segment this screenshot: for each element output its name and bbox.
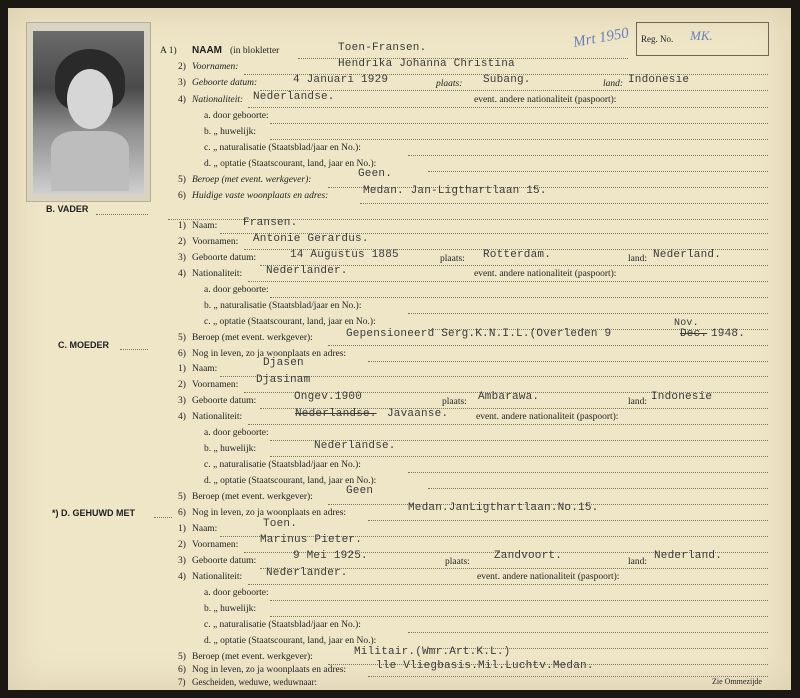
- footer-note: Zie Ommezijde: [712, 677, 762, 686]
- naam-hint: (in blokletter: [230, 46, 280, 56]
- a-geboorte-value: 4 Januari 1929: [293, 74, 389, 86]
- d-leven-label: Nog in leven, zo ja woonplaats en adres:: [192, 665, 347, 675]
- c-row-num-2: 2): [178, 380, 186, 390]
- portrait-image: [33, 31, 144, 194]
- a-event-label: event. andere nationaliteit (paspoort):: [474, 95, 617, 105]
- d-nat-value: Nederlander.: [266, 567, 348, 579]
- c-door-geboorte-label: a. door geboorte:: [204, 428, 269, 438]
- c-nat-struck: Nederlandse.: [295, 408, 377, 420]
- d-leven-value: lle Vliegbasis.Mil.Luchtv.Medan.: [376, 660, 594, 672]
- c-plaats-value: Ambarawa.: [478, 391, 540, 403]
- a-plaats-label: plaats:: [436, 79, 463, 89]
- d-door-geboorte-label: a. door geboorte:: [204, 588, 269, 598]
- c-event-label: event. andere nationaliteit (paspoort):: [476, 412, 619, 422]
- c-geboorte-value: Ongev.1900: [294, 391, 363, 403]
- b-leven-label: Nog in leven, zo ja woonplaats en adres:: [192, 349, 347, 359]
- c-row-num-1: 1): [178, 364, 186, 374]
- a-beroep-label: Beroep (met event. werkgever):: [192, 175, 312, 185]
- a-naturalisatie-label: c. „ naturalisatie (Staatsblad/jaar en No.):: [204, 143, 361, 153]
- section-d-title: *) D. GEHUWD MET: [52, 508, 135, 518]
- d-event-label: event. andere nationaliteit (paspoort):: [477, 572, 620, 582]
- b-beroep-label: Beroep (met event. werkgever):: [192, 333, 313, 343]
- c-geboorte-label: Geboorte datum:: [192, 396, 257, 406]
- d-beroep-label: Beroep (met event. werkgever):: [192, 652, 313, 662]
- d-land-label: land:: [628, 557, 647, 567]
- section-b-title: B. VADER: [46, 204, 89, 214]
- b-land-label: land:: [628, 254, 647, 264]
- d-optatie-label: d. „ optatie (Staatscourant, land, jaar en No.):: [204, 636, 377, 646]
- a-row-num-3: 3): [178, 78, 186, 88]
- a-row-num-2: 2): [178, 62, 186, 72]
- d-geboorte-label: Geboorte datum:: [192, 556, 257, 566]
- a-naam-value: Toen-Fransen.: [338, 42, 427, 54]
- b-geboorte-value: 14 Augustus 1885: [290, 249, 399, 261]
- c-voornamen-value: Djasinam: [256, 374, 311, 386]
- c-nat-value: Javaanse.: [387, 408, 449, 420]
- d-nat-label: Nationaliteit:: [192, 572, 243, 582]
- b-voornamen-value: Antonie Gerardus.: [253, 233, 369, 245]
- a-land-label: land:: [603, 79, 624, 89]
- c-leven-value: Medan.JanLigthartlaan.No.15.: [408, 502, 599, 514]
- c-optatie-label: d. „ optatie (Staatscourant, land, jaar en No.):: [204, 476, 377, 486]
- b-plaats-value: Rotterdam.: [483, 249, 552, 261]
- a-woon-label: Huidige vaste woonplaats en adres:: [192, 191, 329, 201]
- b-nat-value: Nederlander.: [266, 265, 348, 277]
- a-nat-label: Nationaliteit:: [192, 95, 244, 105]
- d-row-num-1: 1): [178, 524, 186, 534]
- d-row-num-3: 3): [178, 556, 186, 566]
- c-huwelijk-label: b. „ huwelijk:: [204, 444, 256, 454]
- a-plaats-value: Subang.: [483, 74, 531, 86]
- a-nat-value: Nederlandse.: [253, 91, 335, 103]
- d-voornamen-label: Voornamen:: [192, 540, 239, 550]
- d-land-value: Nederland.: [654, 550, 723, 562]
- b-row-num-4: 4): [178, 269, 186, 279]
- a-optatie-label: d. „ optatie (Staatscourant, land, jaar en No.):: [204, 159, 377, 169]
- c-beroep-label: Beroep (met event. werkgever):: [192, 492, 313, 502]
- d-plaats-label: plaats:: [445, 557, 470, 567]
- b-voornamen-label: Voornamen:: [192, 237, 239, 247]
- c-voornamen-label: Voornamen:: [192, 380, 239, 390]
- b-row-num-3: 3): [178, 253, 186, 263]
- reg-no-label: Reg. No.: [641, 34, 674, 44]
- c-row-num-6: 6): [178, 508, 186, 518]
- a-row-num-4: 4): [178, 95, 186, 105]
- b-beroep-value: Gepensioneerd Serg.K.N.I.L.(Overleden 9: [346, 328, 612, 340]
- d-naam-label: Naam:: [192, 524, 218, 534]
- c-row-num-5: 5): [178, 492, 186, 502]
- a-geboorte-label: Geboorte datum:: [192, 78, 258, 88]
- section-a-marker: A 1): [160, 46, 177, 56]
- b-naam-value: Fransen.: [243, 217, 298, 229]
- a-huwelijk-label: b. „ huwelijk:: [204, 127, 256, 137]
- d-row-num-7: 7): [178, 677, 186, 687]
- a-woon-value: Medan. Jan-Ligthartlaan 15.: [363, 185, 547, 197]
- a-voornamen-label: Voornamen:: [192, 62, 239, 72]
- registration-card: [8, 8, 791, 690]
- date-stamp: Mrt 1950: [571, 25, 631, 51]
- b-event-label: event. andere nationaliteit (paspoort):: [474, 269, 617, 279]
- d-huwelijk-label: b. „ huwelijk:: [204, 604, 256, 614]
- c-beroep-value: Geen: [346, 485, 374, 497]
- b-row-num-1: 1): [178, 221, 186, 231]
- c-nat-label: Nationaliteit:: [192, 412, 243, 422]
- c-leven-label: Nog in leven, zo ja woonplaats en adres:: [192, 508, 347, 518]
- d-naam-value: Toen.: [263, 518, 298, 530]
- c-land-label: land:: [628, 397, 647, 407]
- b-door-geboorte-label: a. door geboorte:: [204, 285, 269, 295]
- c-naam-value: Djasen: [263, 357, 304, 369]
- d-naturalisatie-label: c. „ naturalisatie (Staatsblad/jaar en No.):: [204, 620, 361, 630]
- c-naturalisatie-label: c. „ naturalisatie (Staatsblad/jaar en No.):: [204, 460, 361, 470]
- b-beroep-month-struck: Dec.: [680, 328, 708, 340]
- b-row-num-2: 2): [178, 237, 186, 247]
- b-nat-label: Nationaliteit:: [192, 269, 243, 279]
- a-row-num-5: 5): [178, 175, 186, 185]
- d-geboorte-value: 9 Mei 1925.: [293, 550, 368, 562]
- c-land-value: Indonesie: [651, 391, 713, 403]
- d-voornamen-value: Marinus Pieter.: [260, 534, 363, 546]
- b-beroep-month: Nov.: [674, 318, 699, 329]
- a-door-geboorte-label: a. door geboorte:: [204, 111, 269, 121]
- section-c-title: C. MOEDER: [58, 340, 110, 350]
- a-beroep-value: Geen.: [358, 168, 393, 180]
- b-beroep-year: 1948.: [711, 328, 746, 340]
- b-geboorte-label: Geboorte datum:: [192, 253, 257, 263]
- c-huwelijk-value: Nederlandse.: [314, 440, 396, 452]
- d-row-num-2: 2): [178, 540, 186, 550]
- c-plaats-label: plaats:: [442, 397, 467, 407]
- c-naam-label: Naam:: [192, 364, 218, 374]
- reg-no-value: MK.: [690, 28, 713, 43]
- b-optatie-label: c. „ optatie (Staatscourant, land, jaar en No.):: [204, 317, 376, 327]
- c-row-num-3: 3): [178, 396, 186, 406]
- d-beroep-value: Militair.(Wmr.Art.K.L.): [354, 646, 511, 658]
- b-row-num-6: 6): [178, 349, 186, 359]
- a-row-num-6: 6): [178, 191, 186, 201]
- b-plaats-label: plaats:: [440, 254, 465, 264]
- a-land-value: Indonesie: [628, 74, 690, 86]
- b-land-value: Nederland.: [653, 249, 722, 261]
- c-row-num-4: 4): [178, 412, 186, 422]
- naam-label: NAAM: [192, 45, 222, 56]
- b-naturalisatie-label: b. „ naturalisatie (Staatsblad/jaar en No.):: [204, 301, 362, 311]
- portrait-photo: [26, 22, 151, 202]
- d-row-num-6: 6): [178, 665, 186, 675]
- d-plaats-value: Zandvoort.: [494, 550, 563, 562]
- d-row-num-4: 4): [178, 572, 186, 582]
- b-naam-label: Naam:: [192, 221, 218, 231]
- b-row-num-5: 5): [178, 333, 186, 343]
- d-row-num-5: 5): [178, 652, 186, 662]
- a-voornamen-value: Hendrika Johanna Christina: [338, 58, 515, 70]
- d-gescheiden-label: Gescheiden, weduwe, weduwnaar:: [192, 677, 317, 687]
